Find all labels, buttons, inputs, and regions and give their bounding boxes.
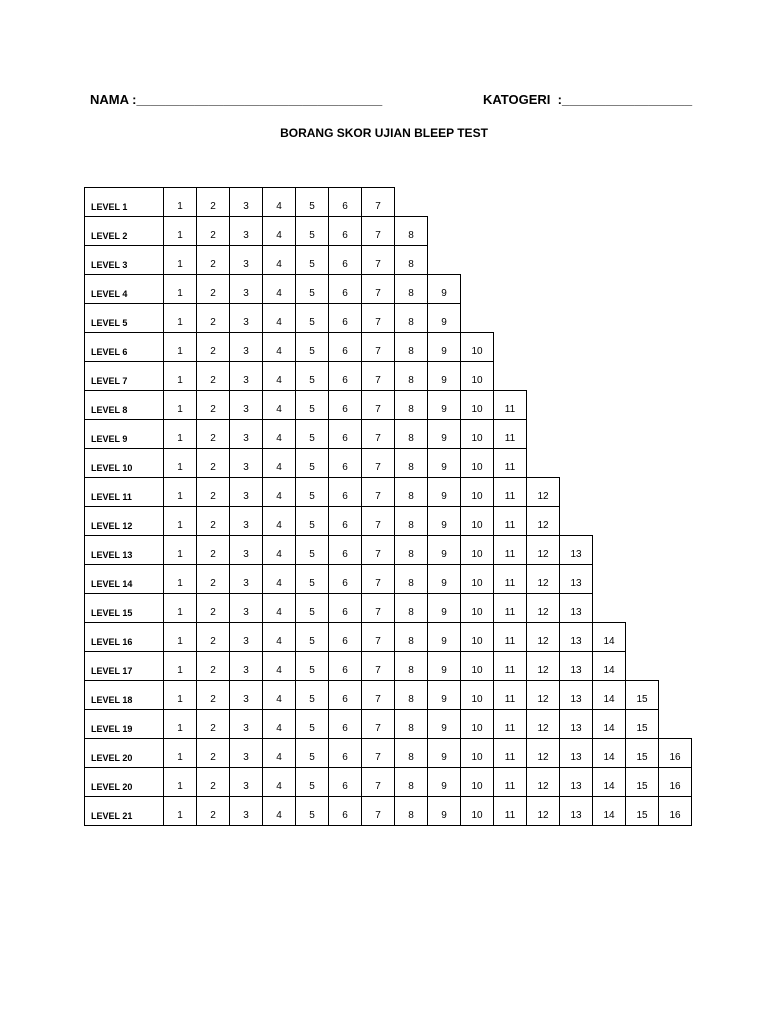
shuttle-cell[interactable]: 8 — [394, 245, 428, 275]
shuttle-cell[interactable]: 11 — [493, 709, 527, 739]
shuttle-cell[interactable]: 7 — [361, 680, 395, 710]
shuttle-cell[interactable]: 12 — [526, 738, 560, 768]
shuttle-cell[interactable]: 10 — [460, 535, 494, 565]
shuttle-cell[interactable]: 4 — [262, 303, 296, 333]
shuttle-cell[interactable]: 2 — [196, 216, 230, 246]
shuttle-cell[interactable]: 6 — [328, 593, 362, 623]
shuttle-cell[interactable]: 7 — [361, 506, 395, 536]
level-label: LEVEL 21 — [84, 796, 164, 826]
shuttle-cell[interactable]: 4 — [262, 767, 296, 797]
shuttle-cell[interactable]: 1 — [163, 622, 197, 652]
shuttle-cell[interactable]: 7 — [361, 593, 395, 623]
shuttle-cell[interactable]: 4 — [262, 361, 296, 391]
shuttle-cell[interactable]: 5 — [295, 622, 329, 652]
shuttle-cell[interactable]: 6 — [328, 680, 362, 710]
shuttle-cell[interactable]: 12 — [526, 651, 560, 681]
shuttle-cell[interactable]: 1 — [163, 564, 197, 594]
shuttle-cell[interactable]: 2 — [196, 535, 230, 565]
shuttle-cell[interactable]: 12 — [526, 477, 560, 507]
shuttle-cell[interactable]: 2 — [196, 245, 230, 275]
shuttle-cell[interactable]: 9 — [427, 651, 461, 681]
shuttle-cell[interactable]: 16 — [658, 767, 692, 797]
level-label: LEVEL 5 — [84, 303, 164, 333]
shuttle-cell[interactable]: 2 — [196, 448, 230, 478]
shuttle-cell[interactable]: 3 — [229, 651, 263, 681]
shuttle-cell[interactable]: 9 — [427, 274, 461, 304]
level-label: LEVEL 7 — [84, 361, 164, 391]
shuttle-cell[interactable]: 9 — [427, 361, 461, 391]
shuttle-cell[interactable]: 1 — [163, 448, 197, 478]
shuttle-cell[interactable]: 15 — [625, 738, 659, 768]
shuttle-cell[interactable]: 4 — [262, 622, 296, 652]
shuttle-cell[interactable]: 6 — [328, 709, 362, 739]
shuttle-cell[interactable]: 2 — [196, 390, 230, 420]
shuttle-cell[interactable]: 12 — [526, 680, 560, 710]
shuttle-cell[interactable]: 11 — [493, 535, 527, 565]
shuttle-cell[interactable]: 9 — [427, 709, 461, 739]
shuttle-cell[interactable]: 10 — [460, 622, 494, 652]
shuttle-cell[interactable]: 1 — [163, 738, 197, 768]
shuttle-cell[interactable]: 8 — [394, 680, 428, 710]
shuttle-cell[interactable]: 15 — [625, 796, 659, 826]
shuttle-cell[interactable]: 1 — [163, 593, 197, 623]
level-label: LEVEL 12 — [84, 506, 164, 536]
shuttle-cell[interactable]: 3 — [229, 506, 263, 536]
shuttle-cell[interactable]: 13 — [559, 709, 593, 739]
shuttle-cell[interactable]: 1 — [163, 274, 197, 304]
shuttle-cell[interactable]: 2 — [196, 593, 230, 623]
shuttle-cell[interactable]: 9 — [427, 622, 461, 652]
shuttle-cell[interactable]: 5 — [295, 245, 329, 275]
shuttle-cell[interactable]: 4 — [262, 593, 296, 623]
shuttle-cell[interactable]: 13 — [559, 651, 593, 681]
shuttle-cell[interactable]: 2 — [196, 709, 230, 739]
shuttle-cell[interactable]: 4 — [262, 709, 296, 739]
shuttle-cell[interactable]: 10 — [460, 361, 494, 391]
shuttle-cell[interactable]: 6 — [328, 187, 362, 217]
shuttle-cell[interactable]: 3 — [229, 419, 263, 449]
shuttle-cell[interactable]: 3 — [229, 680, 263, 710]
shuttle-cell[interactable]: 10 — [460, 419, 494, 449]
shuttle-cell[interactable]: 3 — [229, 767, 263, 797]
shuttle-cell[interactable]: 7 — [361, 187, 395, 217]
shuttle-cell[interactable]: 1 — [163, 332, 197, 362]
shuttle-cell[interactable]: 1 — [163, 651, 197, 681]
shuttle-cell[interactable]: 6 — [328, 535, 362, 565]
level-label: LEVEL 1 — [84, 187, 164, 217]
level-label: LEVEL 16 — [84, 622, 164, 652]
shuttle-cell[interactable]: 15 — [625, 680, 659, 710]
shuttle-cell[interactable]: 4 — [262, 680, 296, 710]
shuttle-cell[interactable]: 2 — [196, 477, 230, 507]
shuttle-cell[interactable]: 7 — [361, 274, 395, 304]
shuttle-cell[interactable]: 1 — [163, 245, 197, 275]
shuttle-cell[interactable]: 16 — [658, 796, 692, 826]
shuttle-cell[interactable]: 10 — [460, 448, 494, 478]
shuttle-cell[interactable]: 5 — [295, 506, 329, 536]
shuttle-cell[interactable]: 7 — [361, 419, 395, 449]
shuttle-cell[interactable]: 8 — [394, 419, 428, 449]
shuttle-cell[interactable]: 3 — [229, 216, 263, 246]
shuttle-cell[interactable]: 9 — [427, 564, 461, 594]
shuttle-cell[interactable]: 6 — [328, 767, 362, 797]
shuttle-cell[interactable]: 1 — [163, 361, 197, 391]
level-label: LEVEL 10 — [84, 448, 164, 478]
shuttle-cell[interactable]: 1 — [163, 680, 197, 710]
level-label: LEVEL 18 — [84, 680, 164, 710]
shuttle-cell[interactable]: 2 — [196, 332, 230, 362]
shuttle-cell[interactable]: 7 — [361, 477, 395, 507]
shuttle-cell[interactable]: 9 — [427, 448, 461, 478]
shuttle-cell[interactable]: 3 — [229, 564, 263, 594]
shuttle-cell[interactable]: 2 — [196, 651, 230, 681]
shuttle-cell[interactable]: 10 — [460, 680, 494, 710]
shuttle-cell[interactable]: 7 — [361, 448, 395, 478]
shuttle-cell[interactable]: 3 — [229, 738, 263, 768]
shuttle-cell[interactable]: 13 — [559, 738, 593, 768]
shuttle-cell[interactable]: 14 — [592, 767, 626, 797]
shuttle-cell[interactable]: 8 — [394, 564, 428, 594]
shuttle-cell[interactable]: 12 — [526, 593, 560, 623]
shuttle-cell[interactable]: 11 — [493, 593, 527, 623]
shuttle-cell[interactable]: 8 — [394, 709, 428, 739]
shuttle-cell[interactable]: 4 — [262, 796, 296, 826]
shuttle-cell[interactable]: 7 — [361, 303, 395, 333]
shuttle-cell[interactable]: 9 — [427, 767, 461, 797]
shuttle-cell[interactable]: 6 — [328, 216, 362, 246]
shuttle-cell[interactable]: 12 — [526, 622, 560, 652]
name-field-label: NAMA :__________________________________ — [90, 92, 383, 107]
level-label: LEVEL 15 — [84, 593, 164, 623]
shuttle-cell[interactable]: 5 — [295, 535, 329, 565]
shuttle-cell[interactable]: 5 — [295, 332, 329, 362]
shuttle-cell[interactable]: 10 — [460, 796, 494, 826]
shuttle-cell[interactable]: 13 — [559, 796, 593, 826]
shuttle-cell[interactable]: 2 — [196, 361, 230, 391]
shuttle-cell[interactable]: 3 — [229, 361, 263, 391]
shuttle-cell[interactable]: 4 — [262, 245, 296, 275]
shuttle-cell[interactable]: 6 — [328, 796, 362, 826]
shuttle-cell[interactable]: 7 — [361, 564, 395, 594]
shuttle-cell[interactable]: 2 — [196, 767, 230, 797]
shuttle-cell[interactable]: 11 — [493, 651, 527, 681]
shuttle-cell[interactable]: 8 — [394, 390, 428, 420]
shuttle-cell[interactable]: 13 — [559, 593, 593, 623]
shuttle-cell[interactable]: 16 — [658, 738, 692, 768]
shuttle-cell[interactable]: 14 — [592, 680, 626, 710]
shuttle-cell[interactable]: 1 — [163, 303, 197, 333]
shuttle-cell[interactable]: 9 — [427, 535, 461, 565]
shuttle-cell[interactable]: 12 — [526, 506, 560, 536]
shuttle-cell[interactable]: 4 — [262, 187, 296, 217]
shuttle-cell[interactable]: 11 — [493, 448, 527, 478]
shuttle-cell[interactable]: 12 — [526, 796, 560, 826]
shuttle-cell[interactable]: 1 — [163, 187, 197, 217]
shuttle-cell[interactable]: 13 — [559, 535, 593, 565]
shuttle-cell[interactable]: 11 — [493, 738, 527, 768]
shuttle-cell[interactable]: 10 — [460, 593, 494, 623]
shuttle-cell[interactable]: 8 — [394, 535, 428, 565]
shuttle-cell[interactable]: 9 — [427, 303, 461, 333]
shuttle-cell[interactable]: 5 — [295, 216, 329, 246]
shuttle-cell[interactable]: 2 — [196, 419, 230, 449]
shuttle-cell[interactable]: 1 — [163, 796, 197, 826]
shuttle-cell[interactable]: 4 — [262, 419, 296, 449]
shuttle-cell[interactable]: 8 — [394, 216, 428, 246]
shuttle-cell[interactable]: 7 — [361, 332, 395, 362]
shuttle-cell[interactable]: 4 — [262, 274, 296, 304]
level-label: LEVEL 17 — [84, 651, 164, 681]
shuttle-cell[interactable]: 13 — [559, 767, 593, 797]
shuttle-cell[interactable]: 3 — [229, 477, 263, 507]
shuttle-cell[interactable]: 5 — [295, 303, 329, 333]
shuttle-cell[interactable]: 10 — [460, 738, 494, 768]
shuttle-cell[interactable]: 1 — [163, 535, 197, 565]
shuttle-cell[interactable]: 11 — [493, 564, 527, 594]
shuttle-cell[interactable]: 7 — [361, 796, 395, 826]
shuttle-cell[interactable]: 5 — [295, 767, 329, 797]
shuttle-cell[interactable]: 3 — [229, 709, 263, 739]
shuttle-cell[interactable]: 9 — [427, 332, 461, 362]
shuttle-cell[interactable]: 4 — [262, 738, 296, 768]
shuttle-cell[interactable]: 5 — [295, 680, 329, 710]
shuttle-cell[interactable]: 6 — [328, 390, 362, 420]
shuttle-cell[interactable]: 5 — [295, 796, 329, 826]
shuttle-cell[interactable]: 11 — [493, 390, 527, 420]
shuttle-cell[interactable]: 12 — [526, 535, 560, 565]
shuttle-cell[interactable]: 6 — [328, 506, 362, 536]
shuttle-cell[interactable]: 8 — [394, 361, 428, 391]
shuttle-cell[interactable]: 5 — [295, 651, 329, 681]
shuttle-cell[interactable]: 3 — [229, 245, 263, 275]
shuttle-cell[interactable]: 3 — [229, 303, 263, 333]
shuttle-cell[interactable]: 15 — [625, 709, 659, 739]
shuttle-cell[interactable]: 11 — [493, 680, 527, 710]
shuttle-cell[interactable]: 10 — [460, 390, 494, 420]
shuttle-cell[interactable]: 8 — [394, 593, 428, 623]
shuttle-cell[interactable]: 5 — [295, 738, 329, 768]
shuttle-cell[interactable]: 8 — [394, 738, 428, 768]
shuttle-cell[interactable]: 3 — [229, 390, 263, 420]
shuttle-cell[interactable]: 12 — [526, 709, 560, 739]
shuttle-cell[interactable]: 3 — [229, 593, 263, 623]
shuttle-cell[interactable]: 8 — [394, 274, 428, 304]
shuttle-cell[interactable]: 5 — [295, 477, 329, 507]
shuttle-cell[interactable]: 8 — [394, 332, 428, 362]
level-label: LEVEL 14 — [84, 564, 164, 594]
shuttle-cell[interactable]: 8 — [394, 767, 428, 797]
shuttle-cell[interactable]: 7 — [361, 738, 395, 768]
shuttle-cell[interactable]: 4 — [262, 651, 296, 681]
shuttle-cell[interactable]: 4 — [262, 564, 296, 594]
shuttle-cell[interactable]: 6 — [328, 738, 362, 768]
form-title: BORANG SKOR UJIAN BLEEP TEST — [280, 126, 488, 140]
level-label: LEVEL 19 — [84, 709, 164, 739]
shuttle-cell[interactable]: 6 — [328, 419, 362, 449]
shuttle-cell[interactable]: 6 — [328, 332, 362, 362]
shuttle-cell[interactable]: 11 — [493, 419, 527, 449]
level-label: LEVEL 6 — [84, 332, 164, 362]
shuttle-cell[interactable]: 9 — [427, 477, 461, 507]
shuttle-cell[interactable]: 6 — [328, 245, 362, 275]
shuttle-cell[interactable]: 13 — [559, 622, 593, 652]
shuttle-cell[interactable]: 5 — [295, 390, 329, 420]
shuttle-cell[interactable]: 7 — [361, 216, 395, 246]
shuttle-cell[interactable]: 4 — [262, 332, 296, 362]
shuttle-cell[interactable]: 14 — [592, 796, 626, 826]
shuttle-cell[interactable]: 9 — [427, 680, 461, 710]
shuttle-cell[interactable]: 3 — [229, 332, 263, 362]
shuttle-cell[interactable]: 6 — [328, 274, 362, 304]
shuttle-cell[interactable]: 14 — [592, 622, 626, 652]
shuttle-cell[interactable]: 5 — [295, 448, 329, 478]
shuttle-cell[interactable]: 7 — [361, 361, 395, 391]
level-label: LEVEL 20 — [84, 767, 164, 797]
level-label: LEVEL 9 — [84, 419, 164, 449]
shuttle-cell[interactable]: 8 — [394, 651, 428, 681]
level-label: LEVEL 2 — [84, 216, 164, 246]
shuttle-cell[interactable]: 12 — [526, 564, 560, 594]
shuttle-cell[interactable]: 3 — [229, 274, 263, 304]
shuttle-cell[interactable]: 3 — [229, 622, 263, 652]
shuttle-cell[interactable]: 4 — [262, 477, 296, 507]
shuttle-cell[interactable]: 13 — [559, 680, 593, 710]
shuttle-cell[interactable]: 14 — [592, 651, 626, 681]
shuttle-cell[interactable]: 8 — [394, 303, 428, 333]
shuttle-cell[interactable]: 5 — [295, 274, 329, 304]
shuttle-cell[interactable]: 8 — [394, 506, 428, 536]
shuttle-cell[interactable]: 2 — [196, 303, 230, 333]
shuttle-cell[interactable]: 3 — [229, 187, 263, 217]
shuttle-cell[interactable]: 5 — [295, 709, 329, 739]
shuttle-cell[interactable]: 7 — [361, 767, 395, 797]
shuttle-cell[interactable]: 10 — [460, 332, 494, 362]
shuttle-cell[interactable]: 13 — [559, 564, 593, 594]
shuttle-cell[interactable]: 2 — [196, 738, 230, 768]
shuttle-cell[interactable]: 9 — [427, 390, 461, 420]
shuttle-cell[interactable]: 9 — [427, 593, 461, 623]
shuttle-cell[interactable]: 10 — [460, 709, 494, 739]
shuttle-cell[interactable]: 4 — [262, 506, 296, 536]
shuttle-cell[interactable]: 2 — [196, 564, 230, 594]
shuttle-cell[interactable]: 1 — [163, 767, 197, 797]
shuttle-cell[interactable]: 6 — [328, 303, 362, 333]
shuttle-cell[interactable]: 7 — [361, 622, 395, 652]
category-field-label: KATOGERI :__________________ — [483, 92, 693, 107]
shuttle-cell[interactable]: 11 — [493, 477, 527, 507]
level-label: LEVEL 13 — [84, 535, 164, 565]
shuttle-cell[interactable]: 10 — [460, 651, 494, 681]
shuttle-cell[interactable]: 2 — [196, 796, 230, 826]
shuttle-cell[interactable]: 1 — [163, 506, 197, 536]
shuttle-cell[interactable]: 2 — [196, 622, 230, 652]
shuttle-cell[interactable]: 5 — [295, 361, 329, 391]
shuttle-cell[interactable]: 8 — [394, 796, 428, 826]
shuttle-cell[interactable]: 6 — [328, 564, 362, 594]
shuttle-cell[interactable]: 6 — [328, 651, 362, 681]
shuttle-cell[interactable]: 6 — [328, 622, 362, 652]
shuttle-cell[interactable]: 3 — [229, 448, 263, 478]
shuttle-cell[interactable]: 11 — [493, 506, 527, 536]
level-label: LEVEL 3 — [84, 245, 164, 275]
shuttle-cell[interactable]: 2 — [196, 274, 230, 304]
shuttle-cell[interactable]: 5 — [295, 564, 329, 594]
shuttle-cell[interactable]: 7 — [361, 245, 395, 275]
shuttle-cell[interactable]: 2 — [196, 680, 230, 710]
shuttle-cell[interactable]: 9 — [427, 796, 461, 826]
shuttle-cell[interactable]: 9 — [427, 738, 461, 768]
level-label: LEVEL 8 — [84, 390, 164, 420]
level-label: LEVEL 4 — [84, 274, 164, 304]
shuttle-cell[interactable]: 7 — [361, 651, 395, 681]
shuttle-cell[interactable]: 9 — [427, 506, 461, 536]
shuttle-cell[interactable]: 5 — [295, 419, 329, 449]
shuttle-cell[interactable]: 10 — [460, 564, 494, 594]
shuttle-cell[interactable]: 7 — [361, 535, 395, 565]
shuttle-cell[interactable]: 8 — [394, 622, 428, 652]
shuttle-cell[interactable]: 7 — [361, 709, 395, 739]
shuttle-cell[interactable]: 11 — [493, 622, 527, 652]
shuttle-cell[interactable]: 5 — [295, 593, 329, 623]
shuttle-cell[interactable]: 1 — [163, 477, 197, 507]
shuttle-cell[interactable]: 3 — [229, 796, 263, 826]
shuttle-cell[interactable]: 1 — [163, 216, 197, 246]
level-label: LEVEL 20 — [84, 738, 164, 768]
shuttle-cell[interactable]: 7 — [361, 390, 395, 420]
shuttle-cell[interactable]: 1 — [163, 419, 197, 449]
shuttle-cell[interactable]: 3 — [229, 535, 263, 565]
shuttle-cell[interactable]: 14 — [592, 738, 626, 768]
shuttle-cell[interactable]: 15 — [625, 767, 659, 797]
shuttle-cell[interactable]: 12 — [526, 767, 560, 797]
shuttle-cell[interactable]: 10 — [460, 506, 494, 536]
shuttle-cell[interactable]: 8 — [394, 448, 428, 478]
shuttle-cell[interactable]: 11 — [493, 796, 527, 826]
shuttle-cell[interactable]: 6 — [328, 361, 362, 391]
shuttle-cell[interactable]: 11 — [493, 767, 527, 797]
shuttle-cell[interactable]: 9 — [427, 419, 461, 449]
shuttle-cell[interactable]: 6 — [328, 477, 362, 507]
shuttle-cell[interactable]: 1 — [163, 390, 197, 420]
shuttle-cell[interactable]: 4 — [262, 448, 296, 478]
shuttle-cell[interactable]: 4 — [262, 535, 296, 565]
shuttle-cell[interactable]: 10 — [460, 477, 494, 507]
shuttle-cell[interactable]: 10 — [460, 767, 494, 797]
shuttle-cell[interactable]: 2 — [196, 187, 230, 217]
shuttle-cell[interactable]: 14 — [592, 709, 626, 739]
shuttle-cell[interactable]: 6 — [328, 448, 362, 478]
shuttle-cell[interactable]: 1 — [163, 709, 197, 739]
shuttle-cell[interactable]: 5 — [295, 187, 329, 217]
shuttle-cell[interactable]: 4 — [262, 390, 296, 420]
shuttle-cell[interactable]: 4 — [262, 216, 296, 246]
shuttle-cell[interactable]: 2 — [196, 506, 230, 536]
shuttle-cell[interactable]: 8 — [394, 477, 428, 507]
level-label: LEVEL 11 — [84, 477, 164, 507]
